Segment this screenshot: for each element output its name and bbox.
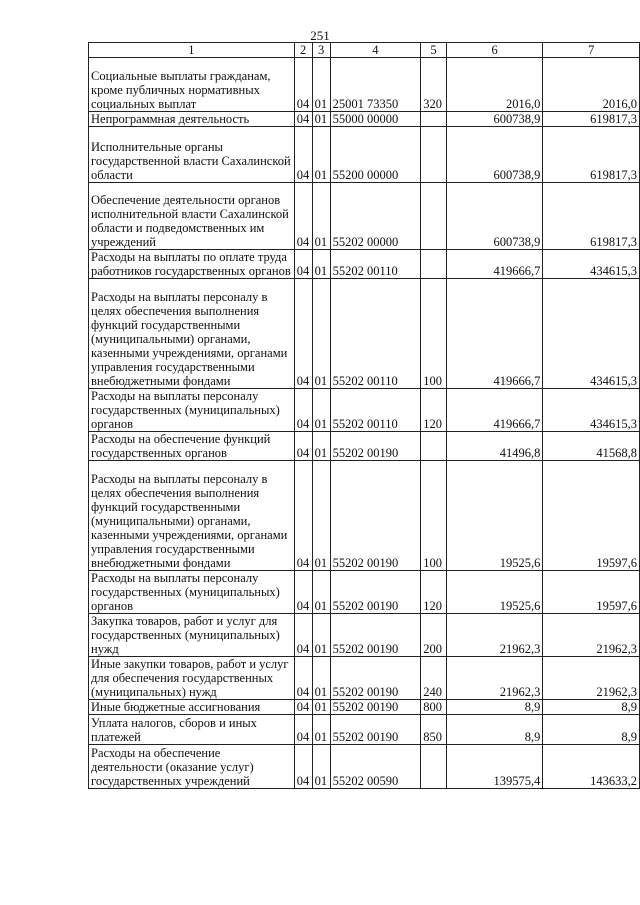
table-row: [89, 58, 640, 112]
column-header: 6: [446, 43, 543, 58]
row-section-cell: 04: [294, 432, 312, 461]
row-subsection-cell: 01: [312, 571, 330, 614]
row-expense-type-cell: [421, 745, 447, 789]
row-expense-type-cell: [421, 250, 447, 279]
row-target-code-cell: 55202 00190: [330, 461, 421, 571]
row-name-cell: Иные бюджетные ассигнования: [89, 700, 295, 715]
row-name-cell: Расходы на выплаты персоналу в целях обеспечения выполнения функций государственными (муниципальными) органами, казенными учреждениями, органами управления государственными внебюджетными фондами: [89, 461, 295, 571]
row-subsection-cell: 01: [312, 112, 330, 127]
row-subsection-cell: 01: [312, 389, 330, 432]
row-name-cell: Расходы на выплаты персоналу в целях обеспечения выполнения функций государственными (муниципальными) органами, казенными учреждениями, органами управления государственными внебюджетными фондами: [89, 279, 295, 389]
row-section-cell: 04: [294, 571, 312, 614]
row-name-cell: Расходы на выплаты персоналу государственных (муниципальных) органов: [89, 571, 295, 614]
row-name-cell: Расходы на выплаты по оплате труда работников государственных органов: [89, 250, 295, 279]
row-amount-1-cell: 419666,7: [446, 250, 543, 279]
table-row: [89, 657, 640, 700]
row-section-cell: 04: [294, 112, 312, 127]
row-subsection-cell: 01: [312, 58, 330, 112]
row-amount-1-cell: 139575,4: [446, 745, 543, 789]
row-amount-2-cell: 21962,3: [543, 657, 640, 700]
table-row: [89, 745, 640, 789]
row-amount-2-cell: 619817,3: [543, 127, 640, 183]
row-name-cell: Непрограммная деятельность: [89, 112, 295, 127]
row-target-code-cell: 55202 00590: [330, 745, 421, 789]
row-name-cell: Уплата налогов, сборов и иных платежей: [89, 715, 295, 745]
row-amount-1-cell: 8,9: [446, 715, 543, 745]
row-amount-2-cell: 19597,6: [543, 571, 640, 614]
row-amount-2-cell: 143633,2: [543, 745, 640, 789]
table-row: [89, 715, 640, 745]
row-expense-type-cell: 850: [421, 715, 447, 745]
row-expense-type-cell: 100: [421, 279, 447, 389]
row-section-cell: 04: [294, 127, 312, 183]
row-name-cell: Расходы на обеспечение функций государственных органов: [89, 432, 295, 461]
column-header: 2: [294, 43, 312, 58]
row-target-code-cell: 55202 00190: [330, 432, 421, 461]
row-amount-1-cell: 19525,6: [446, 461, 543, 571]
row-expense-type-cell: 200: [421, 614, 447, 657]
row-expense-type-cell: 320: [421, 58, 447, 112]
column-header: 3: [312, 43, 330, 58]
row-section-cell: 04: [294, 183, 312, 250]
row-amount-2-cell: 434615,3: [543, 250, 640, 279]
row-amount-2-cell: 2016,0: [543, 58, 640, 112]
row-target-code-cell: 55202 00110: [330, 250, 421, 279]
table-row: [89, 127, 640, 183]
row-name-cell: Социальные выплаты гражданам, кроме публичных нормативных социальных выплат: [89, 58, 295, 112]
row-target-code-cell: 55202 00000: [330, 183, 421, 250]
row-amount-1-cell: 419666,7: [446, 279, 543, 389]
row-subsection-cell: 01: [312, 127, 330, 183]
row-amount-1-cell: 419666,7: [446, 389, 543, 432]
row-section-cell: 04: [294, 389, 312, 432]
table-row: [89, 432, 640, 461]
row-amount-2-cell: 619817,3: [543, 183, 640, 250]
table-row: [89, 112, 640, 127]
row-subsection-cell: 01: [312, 614, 330, 657]
row-amount-1-cell: 600738,9: [446, 112, 543, 127]
row-amount-1-cell: 600738,9: [446, 183, 543, 250]
row-target-code-cell: 55202 00190: [330, 700, 421, 715]
row-name-cell: Исполнительные органы государственной власти Сахалинской области: [89, 127, 295, 183]
row-section-cell: 04: [294, 715, 312, 745]
row-expense-type-cell: [421, 183, 447, 250]
row-amount-2-cell: 434615,3: [543, 279, 640, 389]
column-header: 5: [421, 43, 447, 58]
row-subsection-cell: 01: [312, 250, 330, 279]
row-subsection-cell: 01: [312, 461, 330, 571]
row-target-code-cell: 55200 00000: [330, 127, 421, 183]
row-section-cell: 04: [294, 700, 312, 715]
row-expense-type-cell: 800: [421, 700, 447, 715]
row-subsection-cell: 01: [312, 183, 330, 250]
row-section-cell: 04: [294, 461, 312, 571]
row-target-code-cell: 55202 00190: [330, 614, 421, 657]
table-row: [89, 571, 640, 614]
row-target-code-cell: 55202 00190: [330, 571, 421, 614]
row-amount-2-cell: 19597,6: [543, 461, 640, 571]
table-row: [89, 183, 640, 250]
row-section-cell: 04: [294, 279, 312, 389]
row-subsection-cell: 01: [312, 432, 330, 461]
row-amount-1-cell: 19525,6: [446, 571, 543, 614]
table-row: [89, 250, 640, 279]
table-row: [89, 279, 640, 389]
row-target-code-cell: 55202 00110: [330, 389, 421, 432]
row-section-cell: 04: [294, 657, 312, 700]
row-amount-2-cell: 619817,3: [543, 112, 640, 127]
table-row: [89, 614, 640, 657]
table-row: [89, 700, 640, 715]
column-header: 4: [330, 43, 421, 58]
row-name-cell: Расходы на обеспечение деятельности (оказание услуг) государственных учреждений: [89, 745, 295, 789]
row-name-cell: Закупка товаров, работ и услуг для государственных (муниципальных) нужд: [89, 614, 295, 657]
row-expense-type-cell: [421, 127, 447, 183]
row-subsection-cell: 01: [312, 715, 330, 745]
table-row: [89, 461, 640, 571]
row-amount-1-cell: 21962,3: [446, 657, 543, 700]
row-amount-2-cell: 8,9: [543, 715, 640, 745]
row-section-cell: 04: [294, 250, 312, 279]
row-amount-1-cell: 21962,3: [446, 614, 543, 657]
row-target-code-cell: 25001 73350: [330, 58, 421, 112]
table-row: [89, 389, 640, 432]
row-subsection-cell: 01: [312, 657, 330, 700]
row-section-cell: 04: [294, 58, 312, 112]
row-amount-1-cell: 41496,8: [446, 432, 543, 461]
row-name-cell: Иные закупки товаров, работ и услуг для обеспечения государственных (муниципальных) нужд: [89, 657, 295, 700]
row-amount-2-cell: 434615,3: [543, 389, 640, 432]
row-amount-2-cell: 21962,3: [543, 614, 640, 657]
row-expense-type-cell: 120: [421, 571, 447, 614]
column-header: 7: [543, 43, 640, 58]
row-target-code-cell: 55202 00190: [330, 715, 421, 745]
table-header-row: [89, 43, 640, 58]
row-amount-2-cell: 8,9: [543, 700, 640, 715]
row-expense-type-cell: 240: [421, 657, 447, 700]
row-subsection-cell: 01: [312, 700, 330, 715]
page-number: 251: [310, 28, 330, 43]
row-amount-1-cell: 600738,9: [446, 127, 543, 183]
row-amount-1-cell: 2016,0: [446, 58, 543, 112]
row-subsection-cell: 01: [312, 279, 330, 389]
row-section-cell: 04: [294, 745, 312, 789]
row-section-cell: 04: [294, 614, 312, 657]
row-expense-type-cell: [421, 112, 447, 127]
row-expense-type-cell: 100: [421, 461, 447, 571]
row-target-code-cell: 55000 00000: [330, 112, 421, 127]
row-target-code-cell: 55202 00110: [330, 279, 421, 389]
column-header: 1: [89, 43, 295, 58]
row-expense-type-cell: [421, 432, 447, 461]
row-target-code-cell: 55202 00190: [330, 657, 421, 700]
row-amount-2-cell: 41568,8: [543, 432, 640, 461]
row-subsection-cell: 01: [312, 745, 330, 789]
row-name-cell: Расходы на выплаты персоналу государственных (муниципальных) органов: [89, 389, 295, 432]
row-amount-1-cell: 8,9: [446, 700, 543, 715]
row-name-cell: Обеспечение деятельности органов исполнительной власти Сахалинской области и подведомственных им учреждений: [89, 183, 295, 250]
budget-table: [88, 42, 640, 789]
row-expense-type-cell: 120: [421, 389, 447, 432]
